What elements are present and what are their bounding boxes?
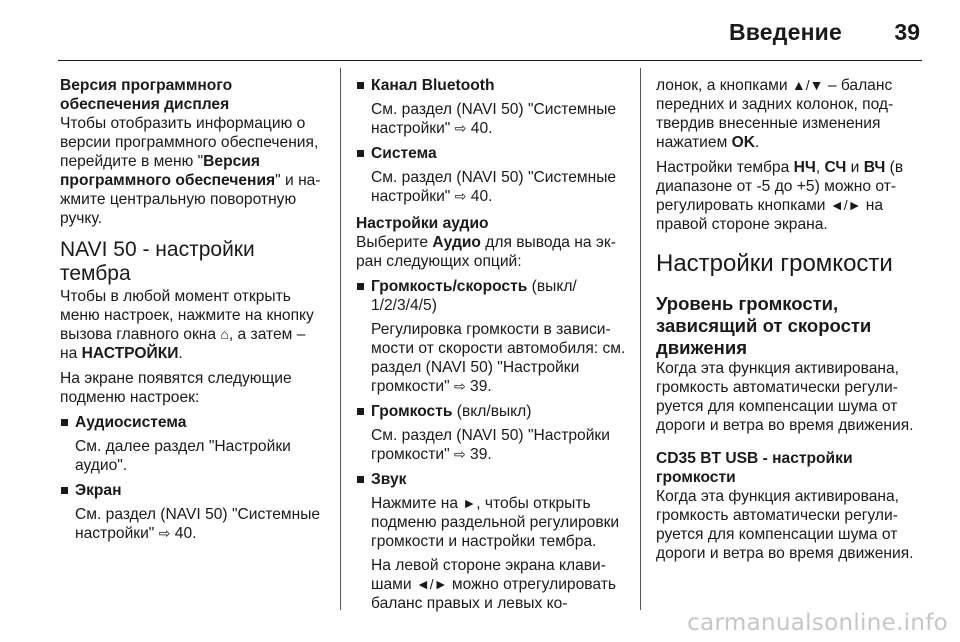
item-text: См. далее раздел "Настройки аудио".: [75, 438, 291, 474]
paragraph: [656, 76, 926, 152]
text: и: [846, 159, 864, 176]
page-ref: 40.: [470, 120, 493, 137]
page-number: 39: [894, 19, 920, 45]
list-item: [356, 402, 626, 464]
text: Регулировка громкости в зависимости от скорости автомобиля: см. раздел (NAVI 50) "Настройки громкости": [371, 321, 626, 395]
text: " и нажмите центральную поворотную ручку.: [60, 172, 321, 227]
item-title: Звук: [371, 471, 407, 488]
text: См. раздел (NAVI 50) "Системные настройки": [371, 101, 617, 137]
heading-firmware-version: Версия программного обеспечения дисплея: [60, 77, 233, 113]
menu-name: Аудио: [432, 234, 481, 251]
text: лонок, а кнопками: [656, 77, 792, 94]
item-title: Экран: [75, 482, 122, 499]
item-title: Громкость/скорость: [371, 278, 528, 295]
button-name: OK: [731, 134, 756, 151]
arrow-left-right-icon: ◄/►: [415, 576, 448, 592]
watermark: carmanualsonline.info: [687, 610, 948, 636]
bullet-icon: [357, 283, 364, 290]
item-text: [371, 426, 626, 464]
bullet-icon: [357, 150, 364, 157]
item-text: [371, 556, 626, 613]
tone-band: СЧ: [824, 159, 847, 176]
text: , чтобы открыть подменю раздельной регулировки громкости и настройки тембра.: [371, 495, 620, 550]
item-text: [371, 100, 626, 138]
item-text: [371, 320, 626, 396]
page-header: [0, 0, 960, 66]
list-item: [356, 277, 626, 396]
header-rule: [58, 60, 922, 61]
menu-name: НАСТРОЙКИ: [81, 345, 179, 362]
page-ref: 39.: [470, 446, 492, 463]
item-text: [371, 168, 626, 206]
text: См. раздел (NAVI 50) "Системные настройки": [75, 506, 321, 542]
page-ref-icon: ⇨: [454, 120, 467, 136]
column-left: [60, 76, 325, 543]
item-title: Громкость: [371, 403, 453, 420]
text: ,: [815, 159, 825, 176]
bullet-icon: [357, 82, 364, 89]
text: На левой стороне экрана клавишами: [371, 557, 606, 593]
text: – баланс передних и задних колонок, подтвердив внесенные изменения нажатием: [656, 77, 894, 151]
text: См. раздел (NAVI 50) "Системные настройки": [371, 169, 617, 205]
item-title: Система: [371, 145, 437, 162]
paragraph: На экране появятся следующие подменю настроек:: [60, 370, 292, 406]
bullet-icon: [357, 476, 364, 483]
page-ref-icon: ⇨: [454, 188, 467, 204]
bullet-icon: [61, 487, 68, 494]
page-ref-icon: ⇨: [453, 378, 466, 394]
paragraph: Когда эта функция активирована, громкость автоматически регулируется для компенсации шума от дороги и ветра во время движения.: [656, 488, 914, 562]
page-ref-icon: ⇨: [158, 525, 171, 541]
paragraph: [60, 287, 325, 363]
list-item: [60, 413, 325, 475]
text: См. раздел (NAVI 50) "Настройки громкости": [371, 427, 610, 463]
text: Выберите: [356, 234, 433, 251]
column-divider: [340, 68, 341, 610]
list-item: [356, 144, 626, 206]
item-values: (вкл/выкл): [452, 403, 532, 420]
item-text: [75, 505, 325, 543]
column-right: [656, 76, 926, 569]
list-item: [60, 481, 325, 543]
heading-navi-tone: NAVI 50 - настройки тембра: [60, 238, 255, 285]
paragraph: [60, 114, 325, 228]
arrow-right-icon: ►: [462, 495, 477, 511]
item-title: Канал Bluetooth: [371, 77, 495, 94]
page-ref: 40.: [470, 188, 493, 205]
page-ref: 40.: [174, 525, 197, 542]
item-values: (выкл/ 1/2/3/4/5): [371, 278, 577, 314]
paragraph: [356, 233, 626, 271]
menu-name: Версия программного обеспечения: [60, 153, 276, 189]
text: (в диапазоне от -5 до +5) можно отрегулировать кнопками: [656, 159, 904, 214]
tone-band: НЧ: [793, 159, 816, 176]
page-ref: 39.: [470, 378, 492, 395]
heading-speed-volume: Уровень громкости, зависящий от скорости движения: [656, 293, 872, 358]
paragraph: Когда эта функция активирована, громкость автоматически регулируется для компенсации шума от дороги и ветра во время движения.: [656, 360, 914, 434]
section-title: Введение: [728, 19, 842, 45]
list-item: [356, 470, 626, 613]
text: Нажмите на: [371, 495, 463, 512]
text: .: [178, 345, 183, 362]
text: .: [755, 134, 760, 151]
heading-cd35-volume: CD35 BT USB - настройки громкости: [656, 450, 853, 486]
bullet-icon: [61, 419, 68, 426]
text: для вывода на экран следующих опций:: [356, 234, 616, 270]
column-middle: [356, 76, 626, 613]
list-item: [356, 76, 626, 138]
heading-audio-settings: Настройки аудио: [356, 215, 489, 232]
text: , а затем – на: [60, 326, 306, 362]
page-ref-icon: ⇨: [453, 446, 466, 462]
text: Чтобы в любой момент открыть меню настроек, нажмите на кнопку вызова главного окна: [60, 288, 314, 343]
column-divider: [640, 68, 641, 610]
tone-band: ВЧ: [863, 159, 886, 176]
text: Настройки тембра: [656, 159, 794, 176]
text: на правой стороне экрана.: [656, 197, 884, 233]
text: можно отрегулировать баланс правых и левых ко-: [371, 576, 616, 612]
item-title: Аудиосистема: [75, 414, 187, 431]
arrow-left-right-icon: ◄/►: [829, 197, 862, 213]
item-text: [371, 494, 626, 551]
arrow-up-down-icon: ▲/▼: [791, 77, 824, 93]
paragraph: [656, 158, 926, 234]
home-icon: ⌂: [220, 326, 229, 342]
heading-volume-settings: Настройки громкости: [656, 250, 893, 277]
text: Чтобы отобразить информацию о версии программного обеспечения, перейдите в меню ": [60, 115, 319, 170]
bullet-icon: [357, 408, 364, 415]
